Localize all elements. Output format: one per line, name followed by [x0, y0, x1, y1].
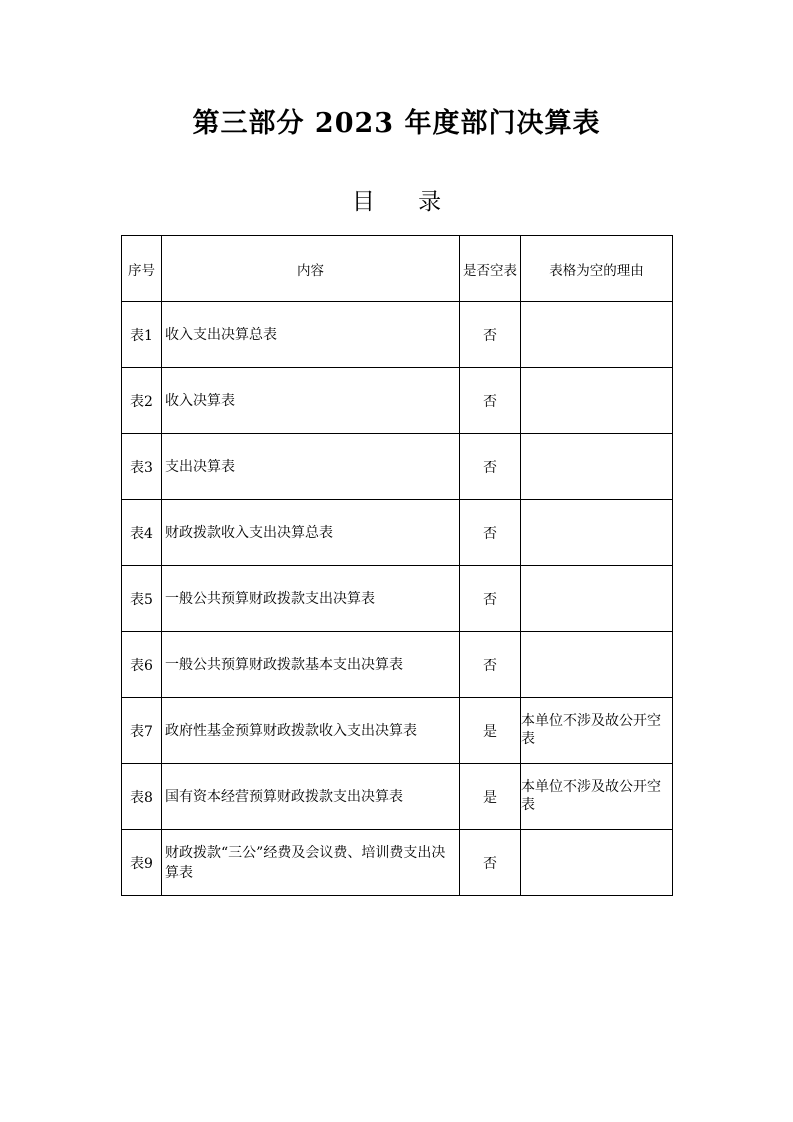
row-content: 支出决算表 [162, 434, 460, 500]
row-reason [521, 368, 673, 434]
table-row [122, 368, 673, 434]
row-number: 表1 [122, 302, 162, 368]
table-row [122, 830, 673, 896]
row-number: 表2 [122, 368, 162, 434]
row-number: 表9 [122, 830, 162, 896]
row-content: 收入决算表 [162, 368, 460, 434]
table-row [122, 566, 673, 632]
row-reason [521, 830, 673, 896]
page-title: 第三部分 2023 年度部门决算表 [192, 108, 601, 139]
row-is-empty: 否 [460, 500, 521, 566]
row-content: 一般公共预算财政拨款基本支出决算表 [162, 632, 460, 698]
row-is-empty: 否 [460, 368, 521, 434]
row-number: 表5 [122, 566, 162, 632]
table-body [122, 302, 673, 896]
row-is-empty: 是 [460, 764, 521, 830]
table-row [122, 434, 673, 500]
row-number: 表8 [122, 764, 162, 830]
table-row [122, 698, 673, 764]
toc-heading: 目 录 [351, 189, 460, 215]
row-reason [521, 632, 673, 698]
row-number: 表4 [122, 500, 162, 566]
row-is-empty: 否 [460, 434, 521, 500]
row-reason: 本单位不涉及故公开空表 [521, 764, 673, 830]
table-header-row [122, 236, 673, 302]
table-row [122, 632, 673, 698]
row-is-empty: 否 [460, 632, 521, 698]
row-number: 表6 [122, 632, 162, 698]
row-content: 财政拨款收入支出决算总表 [162, 500, 460, 566]
header-reason: 表格为空的理由 [521, 236, 673, 302]
row-is-empty: 否 [460, 566, 521, 632]
row-content: 一般公共预算财政拨款支出决算表 [162, 566, 460, 632]
row-is-empty: 否 [460, 830, 521, 896]
row-reason [521, 566, 673, 632]
header-no: 序号 [122, 236, 162, 302]
catalog-table [121, 235, 673, 896]
row-reason [521, 302, 673, 368]
table-row [122, 764, 673, 830]
row-reason [521, 500, 673, 566]
row-content: 收入支出决算总表 [162, 302, 460, 368]
row-reason [521, 434, 673, 500]
header-content: 内容 [162, 236, 460, 302]
table-row [122, 302, 673, 368]
row-content: 政府性基金预算财政拨款收入支出决算表 [162, 698, 460, 764]
row-content: 国有资本经营预算财政拨款支出决算表 [162, 764, 460, 830]
row-reason: 本单位不涉及故公开空表 [521, 698, 673, 764]
header-is-empty: 是否空表 [460, 236, 521, 302]
row-number: 表3 [122, 434, 162, 500]
row-is-empty: 是 [460, 698, 521, 764]
row-is-empty: 否 [460, 302, 521, 368]
row-content: 财政拨款“三公”经费及会议费、培训费支出决算表 [162, 830, 460, 896]
table-row [122, 500, 673, 566]
row-number: 表7 [122, 698, 162, 764]
